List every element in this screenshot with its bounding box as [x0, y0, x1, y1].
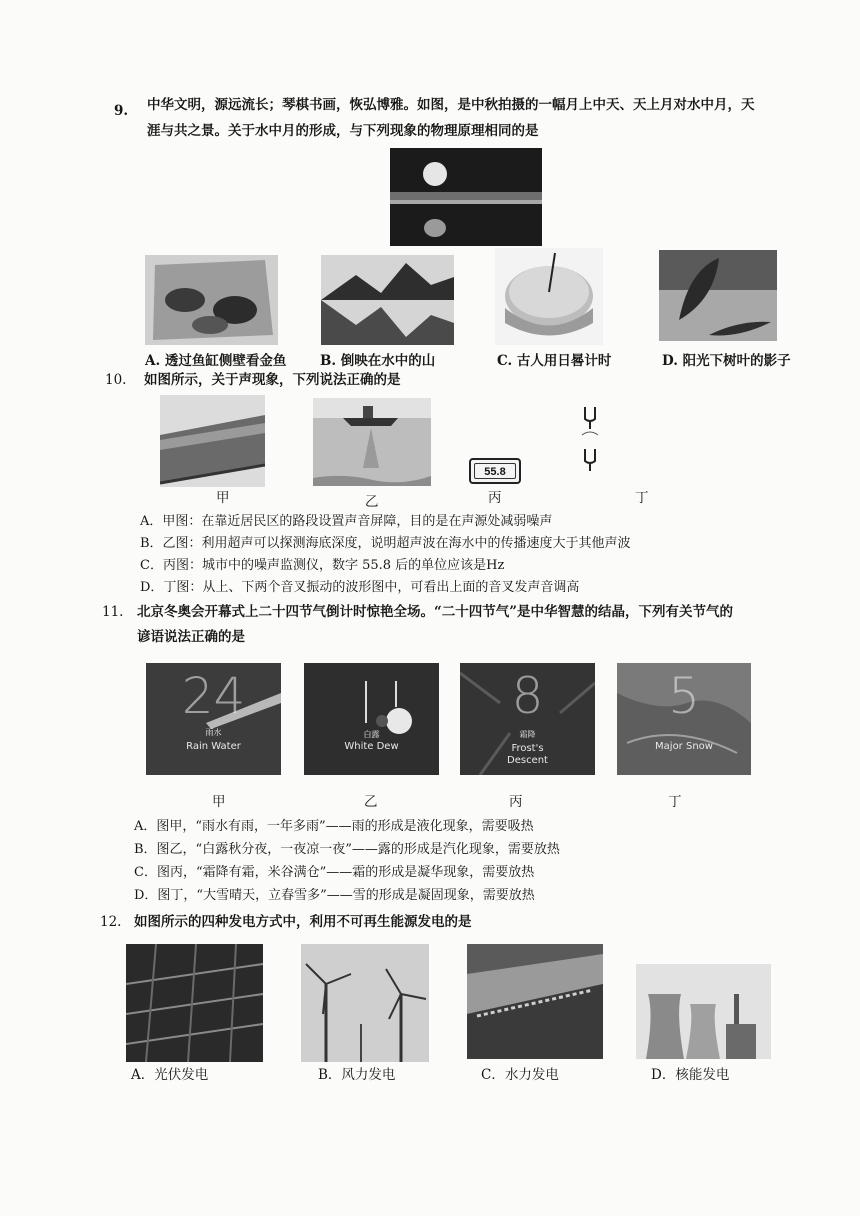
q12-caption-a: A．光伏发电 — [131, 1067, 209, 1083]
q10-option-d: D．丁图：从上、下两个音叉振动的波形图中，可看出上面的音叉发声音调高 — [140, 580, 580, 595]
rain-water-name: Rain Water — [186, 741, 241, 752]
q10-option-c: C．丙图：城市中的噪声监测仪，数字 55.8 后的单位应该是Hz — [140, 558, 505, 573]
white-dew-small: 白露 — [363, 730, 380, 739]
mountain-reflection-image — [321, 255, 454, 345]
q12-number: 12. — [100, 914, 122, 930]
q10-label-jia: 甲 — [216, 490, 230, 506]
frosts-descent-name: Frost's Descent — [507, 743, 548, 766]
q11-label-bing: 丙 — [509, 794, 523, 810]
q10-label-bing: 丙 — [488, 490, 502, 506]
leaf-shadow-image — [659, 250, 777, 341]
sonar-ship-image — [313, 398, 431, 486]
q9-number: 9. — [114, 103, 129, 119]
q9-stem-line1: 中华文明，源远流长；琴棋书画，恢弘博雅。如图，是中秋拍摄的一幅月上中天、天上月对水中月，天 — [147, 97, 755, 113]
q9-caption-a: A. 透过鱼缸侧壁看金鱼 — [145, 353, 287, 369]
sundial-image — [495, 248, 603, 345]
q11-option-d: D．图丁，“大雪晴天，立春雪多”——雪的形成是凝固现象，需要放热 — [134, 888, 535, 903]
noise-meter-value: 55.8 — [474, 463, 516, 479]
q10-label-ding: 丁 — [635, 490, 649, 506]
q10-option-b: B．乙图：利用超声可以探测海底深度，说明超声波在海水中的传播速度大于其他声波 — [140, 536, 631, 551]
fish-tank-image — [145, 255, 278, 345]
white-dew-name: White Dew — [344, 741, 399, 752]
q11-stem-line1: 北京冬奥会开幕式上二十四节气倒计时惊艳全场。“二十四节气”是中华智慧的结晶，下列有关节气的 — [137, 604, 734, 620]
sound-barrier-image — [160, 395, 265, 487]
q9-caption-c: C. 古人用日晷计时 — [497, 353, 612, 369]
wind-turbine-image — [301, 944, 429, 1062]
q11-label-ding: 丁 — [668, 794, 682, 810]
noise-meter-display — [469, 458, 521, 484]
tuning-forks-image — [580, 405, 600, 475]
q11-option-b: B．图乙，“白露秋分夜，一夜凉一夜”——露的形成是汽化现象，需要放热 — [134, 842, 560, 857]
q11-option-a: A．图甲，“雨水有雨，一年多雨”——雨的形成是液化现象，需要吸热 — [134, 819, 534, 834]
q10-label-yi: 乙 — [365, 494, 379, 510]
frosts-descent-digit: 8 — [511, 667, 544, 725]
q12-stem: 如图所示的四种发电方式中，利用不可再生能源发电的是 — [134, 914, 472, 930]
rain-water-tile — [146, 663, 281, 775]
q11-number: 11. — [102, 604, 124, 620]
nuclear-plant-image — [636, 964, 771, 1059]
white-dew-tile — [304, 663, 439, 775]
q11-stem-line2: 谚语说法正确的是 — [137, 629, 245, 645]
major-snow-tile — [617, 663, 751, 775]
q10-option-a: A．甲图：在靠近居民区的路段设置声音屏障，目的是在声源处减弱噪声 — [140, 514, 553, 529]
q9-caption-b: B. 倒映在水中的山 — [320, 353, 436, 369]
q9-caption-d: D. 阳光下树叶的影子 — [662, 353, 791, 369]
hydro-dam-image — [467, 944, 603, 1059]
q11-label-jia: 甲 — [212, 794, 226, 810]
q12-caption-d: D．核能发电 — [651, 1067, 730, 1083]
moon-reflection-image — [390, 148, 542, 246]
major-snow-name: Major Snow — [655, 741, 713, 752]
q9-stem-line2: 涯与共之景。关于水中月的形成，与下列现象的物理原理相同的是 — [147, 123, 539, 139]
q11-option-c: C．图丙，“霜降有霜，米谷满仓”——霜的形成是凝华现象，需要放热 — [134, 865, 535, 880]
q12-caption-c: C．水力发电 — [481, 1067, 559, 1083]
frosts-descent-small: 霜降 — [519, 730, 536, 739]
solar-panel-image — [126, 944, 263, 1062]
rain-water-small: 雨水 — [205, 728, 222, 737]
q12-caption-b: B．风力发电 — [318, 1067, 396, 1083]
q10-number: 10. — [105, 372, 127, 388]
frosts-descent-tile — [460, 663, 595, 775]
q10-stem: 如图所示，关于声现象，下列说法正确的是 — [144, 372, 401, 388]
q11-label-yi: 乙 — [364, 794, 378, 810]
major-snow-digit: 5 — [668, 667, 700, 725]
rain-water-digit: 24 — [181, 667, 246, 725]
